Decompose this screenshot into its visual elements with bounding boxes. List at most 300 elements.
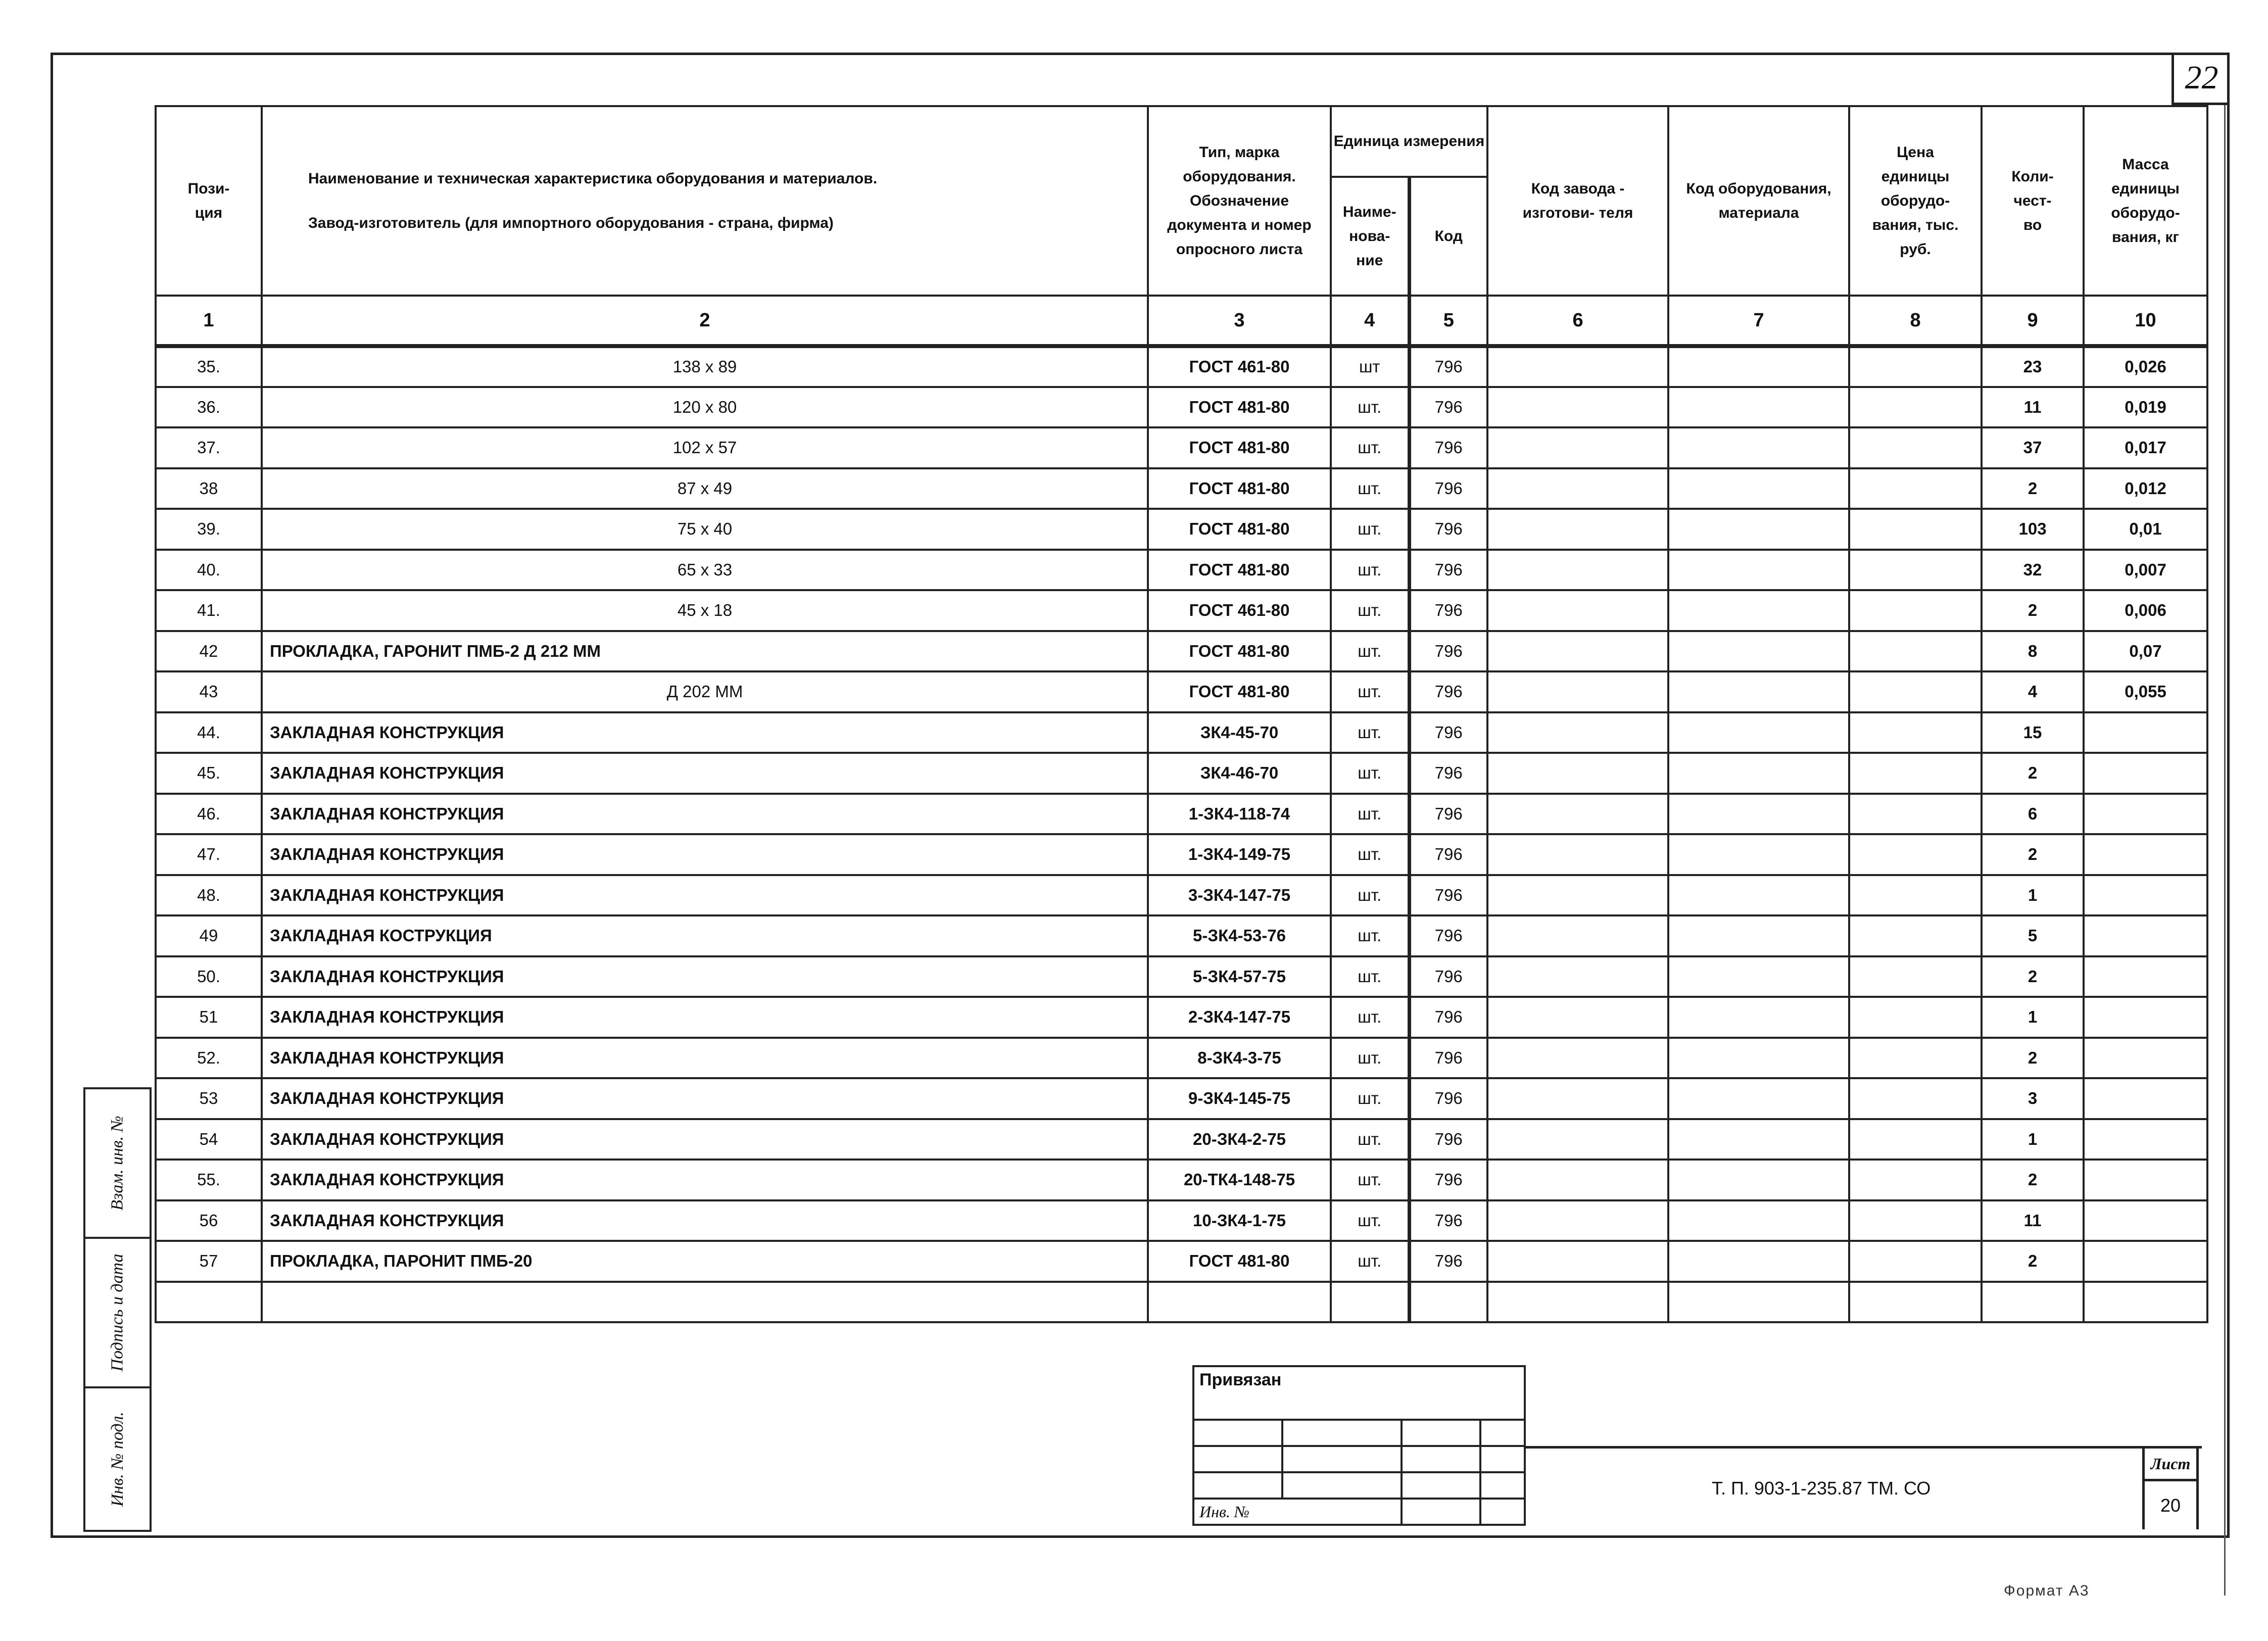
- sheet-number: 22: [2172, 53, 2229, 105]
- row-equipment-code: [1668, 834, 1849, 875]
- column-number: 10: [2084, 296, 2207, 346]
- row-plant-code: [1487, 997, 1668, 1038]
- row-quantity: 2: [1982, 834, 2084, 875]
- row-mass: 0,017: [2084, 427, 2207, 468]
- sheet-page-number: 20: [2160, 1494, 2181, 1516]
- specification-table: [155, 105, 2208, 1323]
- row-mass: [2084, 915, 2207, 956]
- title-block: [1525, 1446, 2202, 1527]
- sheet-box: [2142, 1449, 2199, 1529]
- row-plant-code: [1487, 346, 1668, 387]
- row-equipment-code: [1668, 590, 1849, 631]
- table-row: [156, 1160, 2207, 1200]
- row-unit-code: 796: [1409, 1119, 1487, 1160]
- row-plant-code: [1487, 1282, 1668, 1323]
- row-price: [1849, 1282, 1982, 1323]
- row-unit-code: 796: [1409, 671, 1487, 712]
- row-document: ГОСТ 481-80: [1148, 671, 1331, 712]
- row-unit-code: 796: [1409, 1038, 1487, 1079]
- table-row: [156, 1241, 2207, 1282]
- row-unit: шт.: [1331, 834, 1409, 875]
- row-position: 46.: [156, 794, 262, 835]
- row-mass: [2084, 834, 2207, 875]
- row-unit: шт.: [1331, 427, 1409, 468]
- row-equipment-code: [1668, 631, 1849, 672]
- stamp-cell: [1281, 1419, 1403, 1447]
- row-unit-code: 796: [1409, 1160, 1487, 1200]
- row-document: 9-ЗК4-145-75: [1148, 1078, 1331, 1119]
- row-unit-code: 796: [1409, 875, 1487, 916]
- row-unit-code: 796: [1409, 1078, 1487, 1119]
- row-position: 56: [156, 1200, 262, 1241]
- row-name: Д 202 ММ: [262, 671, 1148, 712]
- row-quantity: 8: [1982, 631, 2084, 672]
- row-unit: шт.: [1331, 631, 1409, 672]
- row-name: ЗАКЛАДНАЯ КОНСТРУКЦИЯ: [262, 956, 1148, 997]
- row-equipment-code: [1668, 753, 1849, 794]
- row-name: 120 х 80: [262, 387, 1148, 428]
- row-document: 5-ЗК4-57-75: [1148, 956, 1331, 997]
- row-plant-code: [1487, 915, 1668, 956]
- row-quantity: 2: [1982, 753, 2084, 794]
- row-equipment-code: [1668, 915, 1849, 956]
- column-number: 8: [1849, 296, 1982, 346]
- row-unit: шт.: [1331, 875, 1409, 916]
- row-unit: шт.: [1331, 509, 1409, 550]
- row-plant-code: [1487, 875, 1668, 916]
- row-plant-code: [1487, 834, 1668, 875]
- row-unit: шт.: [1331, 794, 1409, 835]
- row-document: 2-ЗК4-147-75: [1148, 997, 1331, 1038]
- row-plant-code: [1487, 956, 1668, 997]
- row-document: ГОСТ 481-80: [1148, 631, 1331, 672]
- row-name: 102 х 57: [262, 427, 1148, 468]
- stamp-cell: [1479, 1471, 1526, 1500]
- row-equipment-code: [1668, 997, 1849, 1038]
- row-unit-code: 796: [1409, 834, 1487, 875]
- row-mass: [2084, 794, 2207, 835]
- row-mass: [2084, 1282, 2207, 1323]
- row-unit-code: 796: [1409, 794, 1487, 835]
- table-row: [156, 712, 2207, 753]
- header-equipment-code: Код оборудования, материала: [1668, 106, 1849, 296]
- row-name: ЗАКЛАДНАЯ КОНСТРУКЦИЯ: [262, 1200, 1148, 1241]
- document-code: Т. П. 903-1-235.87 ТМ. СО: [1712, 1478, 1931, 1499]
- stamp-cell: [1192, 1471, 1283, 1500]
- row-equipment-code: [1668, 956, 1849, 997]
- row-equipment-code: [1668, 468, 1849, 509]
- row-mass: 0,019: [2084, 387, 2207, 428]
- row-name: ЗАКЛАДНАЯ КОСТРУКЦИЯ: [262, 915, 1148, 956]
- row-equipment-code: [1668, 509, 1849, 550]
- row-price: [1849, 753, 1982, 794]
- row-equipment-code: [1668, 712, 1849, 753]
- row-quantity: 1: [1982, 875, 2084, 916]
- header-unit-code: Код: [1409, 177, 1487, 296]
- column-number: 9: [1982, 296, 2084, 346]
- binding-stamp: [1192, 1365, 1526, 1526]
- header-quantity: Коли- чест- во: [1982, 106, 2084, 296]
- row-unit: шт: [1331, 346, 1409, 387]
- row-price: [1849, 427, 1982, 468]
- stamp-inv-label: Инв. №: [1192, 1498, 1403, 1526]
- row-document: ГОСТ 461-80: [1148, 590, 1331, 631]
- row-document: 20-ТК4-148-75: [1148, 1160, 1331, 1200]
- row-unit-code: 796: [1409, 956, 1487, 997]
- row-equipment-code: [1668, 427, 1849, 468]
- stamp-title: Привязан: [1199, 1370, 1282, 1389]
- row-mass: 0,026: [2084, 346, 2207, 387]
- row-price: [1849, 834, 1982, 875]
- row-equipment-code: [1668, 1200, 1849, 1241]
- row-unit-code: 796: [1409, 631, 1487, 672]
- stamp-cell: [1401, 1498, 1481, 1526]
- row-position: 38: [156, 468, 262, 509]
- row-mass: 0,07: [2084, 631, 2207, 672]
- header-price: Цена единицы оборудо- вания, тыс. руб.: [1849, 106, 1982, 296]
- row-unit: шт.: [1331, 1160, 1409, 1200]
- row-quantity: 2: [1982, 590, 2084, 631]
- row-document: 5-ЗК4-53-76: [1148, 915, 1331, 956]
- column-number: 6: [1487, 296, 1668, 346]
- row-price: [1849, 956, 1982, 997]
- row-plant-code: [1487, 590, 1668, 631]
- row-unit: шт.: [1331, 1119, 1409, 1160]
- row-quantity: 2: [1982, 956, 2084, 997]
- stamp-cell: [1401, 1445, 1481, 1473]
- row-quantity: 37: [1982, 427, 2084, 468]
- row-price: [1849, 671, 1982, 712]
- row-name: 75 х 40: [262, 509, 1148, 550]
- row-price: [1849, 631, 1982, 672]
- row-unit-code: [1409, 1282, 1487, 1323]
- row-plant-code: [1487, 550, 1668, 591]
- table-row: [156, 753, 2207, 794]
- row-unit: шт.: [1331, 753, 1409, 794]
- row-equipment-code: [1668, 875, 1849, 916]
- row-position: 42: [156, 631, 262, 672]
- row-plant-code: [1487, 1241, 1668, 1282]
- row-quantity: 2: [1982, 1241, 2084, 1282]
- row-position: 41.: [156, 590, 262, 631]
- row-unit: шт.: [1331, 915, 1409, 956]
- table-row: [156, 468, 2207, 509]
- row-quantity: 11: [1982, 1200, 2084, 1241]
- column-number: 5: [1409, 296, 1487, 346]
- row-position: 36.: [156, 387, 262, 428]
- row-equipment-code: [1668, 550, 1849, 591]
- row-plant-code: [1487, 427, 1668, 468]
- row-document: ГОСТ 461-80: [1148, 346, 1331, 387]
- row-quantity: 6: [1982, 794, 2084, 835]
- row-unit-code: 796: [1409, 509, 1487, 550]
- row-unit-code: 796: [1409, 550, 1487, 591]
- row-quantity: 32: [1982, 550, 2084, 591]
- table-row: [156, 346, 2207, 387]
- side-binding-strip: [83, 1087, 152, 1532]
- row-quantity: 4: [1982, 671, 2084, 712]
- row-price: [1849, 915, 1982, 956]
- row-price: [1849, 1200, 1982, 1241]
- row-quantity: 1: [1982, 997, 2084, 1038]
- row-mass: 0,007: [2084, 550, 2207, 591]
- row-unit-code: 796: [1409, 997, 1487, 1038]
- row-price: [1849, 712, 1982, 753]
- stamp-cell: [1192, 1445, 1283, 1473]
- row-document: ЗК4-46-70: [1148, 753, 1331, 794]
- row-position: 43: [156, 671, 262, 712]
- side-label-signature-date: Подпись и дата: [108, 1253, 127, 1372]
- row-unit-code: 796: [1409, 915, 1487, 956]
- table-row: [156, 1200, 2207, 1241]
- table-row: [156, 509, 2207, 550]
- row-price: [1849, 468, 1982, 509]
- row-equipment-code: [1668, 1038, 1849, 1079]
- side-label-replacement-inv: Взам. инв. №: [108, 1116, 127, 1211]
- side-cell-original: [83, 1386, 152, 1532]
- row-price: [1849, 1241, 1982, 1282]
- column-number: 7: [1668, 296, 1849, 346]
- table-row: [156, 387, 2207, 428]
- row-position: 35.: [156, 346, 262, 387]
- table-row: [156, 794, 2207, 835]
- row-price: [1849, 794, 1982, 835]
- row-unit: шт.: [1331, 712, 1409, 753]
- header-unit: Единица измерения: [1331, 106, 1487, 177]
- table-row: [156, 915, 2207, 956]
- stamp-cell: [1281, 1445, 1403, 1473]
- stamp-cell: [1479, 1498, 1526, 1526]
- row-position: 49: [156, 915, 262, 956]
- row-position: [156, 1282, 262, 1323]
- row-position: 55.: [156, 1160, 262, 1200]
- row-unit-code: 796: [1409, 387, 1487, 428]
- row-name: ПРОКЛАДКА, ГАРОНИТ ПМБ-2 Д 212 ММ: [262, 631, 1148, 672]
- row-document: ГОСТ 481-80: [1148, 1241, 1331, 1282]
- row-quantity: 2: [1982, 1160, 2084, 1200]
- row-document: [1148, 1282, 1331, 1323]
- row-name: 45 х 18: [262, 590, 1148, 631]
- row-position: 44.: [156, 712, 262, 753]
- row-name: ЗАКЛАДНАЯ КОНСТРУКЦИЯ: [262, 997, 1148, 1038]
- row-unit-code: 796: [1409, 712, 1487, 753]
- row-document: ГОСТ 481-80: [1148, 550, 1331, 591]
- row-unit: шт.: [1331, 387, 1409, 428]
- row-position: 39.: [156, 509, 262, 550]
- row-document: ЗК4-45-70: [1148, 712, 1331, 753]
- row-mass: [2084, 1078, 2207, 1119]
- row-price: [1849, 1160, 1982, 1200]
- header-plant-code: Код завода - изготови- теля: [1487, 106, 1668, 296]
- stamp-cell: [1401, 1419, 1481, 1447]
- stamp-cell: [1401, 1471, 1481, 1500]
- row-price: [1849, 997, 1982, 1038]
- row-plant-code: [1487, 671, 1668, 712]
- row-quantity: 15: [1982, 712, 2084, 753]
- table-row: [156, 1282, 2207, 1323]
- row-mass: 0,01: [2084, 509, 2207, 550]
- row-unit: шт.: [1331, 1078, 1409, 1119]
- row-equipment-code: [1668, 346, 1849, 387]
- row-plant-code: [1487, 712, 1668, 753]
- column-number: 1: [156, 296, 262, 346]
- row-name: ЗАКЛАДНАЯ КОНСТРУКЦИЯ: [262, 794, 1148, 835]
- table-row: [156, 427, 2207, 468]
- row-price: [1849, 509, 1982, 550]
- stamp-title-box: [1192, 1365, 1526, 1421]
- row-equipment-code: [1668, 671, 1849, 712]
- row-name: ПРОКЛАДКА, ПАРОНИТ ПМБ-20: [262, 1241, 1148, 1282]
- row-document: ГОСТ 481-80: [1148, 468, 1331, 509]
- row-document: 1-ЗК4-118-74: [1148, 794, 1331, 835]
- row-plant-code: [1487, 1160, 1668, 1200]
- row-plant-code: [1487, 753, 1668, 794]
- header-mass: Масса единицы оборудо- вания, кг: [2084, 106, 2207, 296]
- row-quantity: 5: [1982, 915, 2084, 956]
- row-equipment-code: [1668, 387, 1849, 428]
- stamp-cell: [1281, 1471, 1403, 1500]
- row-name: ЗАКЛАДНАЯ КОНСТРУКЦИЯ: [262, 712, 1148, 753]
- table-row: [156, 671, 2207, 712]
- table-row: [156, 1078, 2207, 1119]
- row-mass: [2084, 956, 2207, 997]
- row-position: 54: [156, 1119, 262, 1160]
- row-unit-code: 796: [1409, 753, 1487, 794]
- row-name: ЗАКЛАДНАЯ КОНСТРУКЦИЯ: [262, 1038, 1148, 1079]
- column-number: 4: [1331, 296, 1409, 346]
- row-name: ЗАКЛАДНАЯ КОНСТРУКЦИЯ: [262, 1078, 1148, 1119]
- row-document: 10-ЗК4-1-75: [1148, 1200, 1331, 1241]
- format-label: Формат А3: [2004, 1582, 2090, 1599]
- row-position: 47.: [156, 834, 262, 875]
- row-name: ЗАКЛАДНАЯ КОНСТРУКЦИЯ: [262, 753, 1148, 794]
- row-unit-code: 796: [1409, 590, 1487, 631]
- side-label-original-inv: Инв. № подл.: [108, 1412, 127, 1507]
- table-row: [156, 550, 2207, 591]
- column-number: 3: [1148, 296, 1331, 346]
- row-price: [1849, 346, 1982, 387]
- row-unit: шт.: [1331, 997, 1409, 1038]
- row-mass: [2084, 712, 2207, 753]
- row-plant-code: [1487, 1038, 1668, 1079]
- row-equipment-code: [1668, 1241, 1849, 1282]
- row-quantity: 2: [1982, 1038, 2084, 1079]
- row-mass: [2084, 875, 2207, 916]
- row-name: ЗАКЛАДНАЯ КОНСТРУКЦИЯ: [262, 875, 1148, 916]
- row-mass: [2084, 1200, 2207, 1241]
- row-mass: [2084, 1038, 2207, 1079]
- row-price: [1849, 875, 1982, 916]
- row-name: 138 х 89: [262, 346, 1148, 387]
- header-type: Тип, марка оборудования. Обозначение документа и номер опросного листа: [1148, 106, 1331, 296]
- row-unit: шт.: [1331, 590, 1409, 631]
- row-plant-code: [1487, 1200, 1668, 1241]
- row-quantity: 103: [1982, 509, 2084, 550]
- row-name: 87 х 49: [262, 468, 1148, 509]
- row-quantity: 1: [1982, 1119, 2084, 1160]
- header-unit-name: Наиме- нова- ние: [1331, 177, 1409, 296]
- row-name: ЗАКЛАДНАЯ КОНСТРУКЦИЯ: [262, 1119, 1148, 1160]
- row-position: 37.: [156, 427, 262, 468]
- side-cell-signature: [83, 1237, 152, 1388]
- header-name-line1: Наименование и техническая характеристика оборудования и материалов.: [308, 170, 878, 187]
- row-plant-code: [1487, 1078, 1668, 1119]
- row-position: 45.: [156, 753, 262, 794]
- table-row: [156, 590, 2207, 631]
- row-unit: [1331, 1282, 1409, 1323]
- row-unit-code: 796: [1409, 1241, 1487, 1282]
- row-document: 20-ЗК4-2-75: [1148, 1119, 1331, 1160]
- row-name: 65 х 33: [262, 550, 1148, 591]
- row-position: 51: [156, 997, 262, 1038]
- row-equipment-code: [1668, 1119, 1849, 1160]
- row-quantity: 2: [1982, 468, 2084, 509]
- row-unit: шт.: [1331, 671, 1409, 712]
- row-unit-code: 796: [1409, 346, 1487, 387]
- table-row: [156, 997, 2207, 1038]
- stamp-cell: [1192, 1419, 1283, 1447]
- stamp-cell: [1479, 1445, 1526, 1473]
- table-row: [156, 875, 2207, 916]
- row-plant-code: [1487, 387, 1668, 428]
- row-position: 57: [156, 1241, 262, 1282]
- table-row: [156, 1119, 2207, 1160]
- row-unit: шт.: [1331, 1038, 1409, 1079]
- row-position: 52.: [156, 1038, 262, 1079]
- table-row: [156, 1038, 2207, 1079]
- header-position: Пози- ция: [156, 106, 262, 296]
- right-margin-rule: [2224, 105, 2226, 1596]
- row-quantity: [1982, 1282, 2084, 1323]
- row-quantity: 23: [1982, 346, 2084, 387]
- row-document: ГОСТ 481-80: [1148, 387, 1331, 428]
- row-mass: 0,006: [2084, 590, 2207, 631]
- row-plant-code: [1487, 468, 1668, 509]
- header-name: [262, 106, 1148, 296]
- side-cell-replacement: [83, 1087, 152, 1239]
- row-mass: 0,055: [2084, 671, 2207, 712]
- row-mass: 0,012: [2084, 468, 2207, 509]
- row-unit: шт.: [1331, 550, 1409, 591]
- row-price: [1849, 1119, 1982, 1160]
- row-quantity: 11: [1982, 387, 2084, 428]
- header-name-line2: Завод-изготовитель (для импортного оборудования - страна, фирма): [308, 214, 834, 231]
- row-document: ГОСТ 481-80: [1148, 509, 1331, 550]
- row-price: [1849, 387, 1982, 428]
- table-row: [156, 834, 2207, 875]
- row-plant-code: [1487, 631, 1668, 672]
- row-unit-code: 796: [1409, 427, 1487, 468]
- row-equipment-code: [1668, 1078, 1849, 1119]
- row-mass: [2084, 1119, 2207, 1160]
- row-mass: [2084, 1160, 2207, 1200]
- row-plant-code: [1487, 794, 1668, 835]
- row-document: ГОСТ 481-80: [1148, 427, 1331, 468]
- stamp-cell: [1479, 1419, 1526, 1447]
- row-document: 3-ЗК4-147-75: [1148, 875, 1331, 916]
- row-equipment-code: [1668, 1282, 1849, 1323]
- row-equipment-code: [1668, 794, 1849, 835]
- table-row: [156, 956, 2207, 997]
- row-position: 40.: [156, 550, 262, 591]
- row-price: [1849, 1078, 1982, 1119]
- row-position: 50.: [156, 956, 262, 997]
- row-mass: [2084, 997, 2207, 1038]
- row-name: ЗАКЛАДНАЯ КОНСТРУКЦИЯ: [262, 1160, 1148, 1200]
- row-quantity: 3: [1982, 1078, 2084, 1119]
- table-row: [156, 631, 2207, 672]
- row-unit-code: 796: [1409, 1200, 1487, 1241]
